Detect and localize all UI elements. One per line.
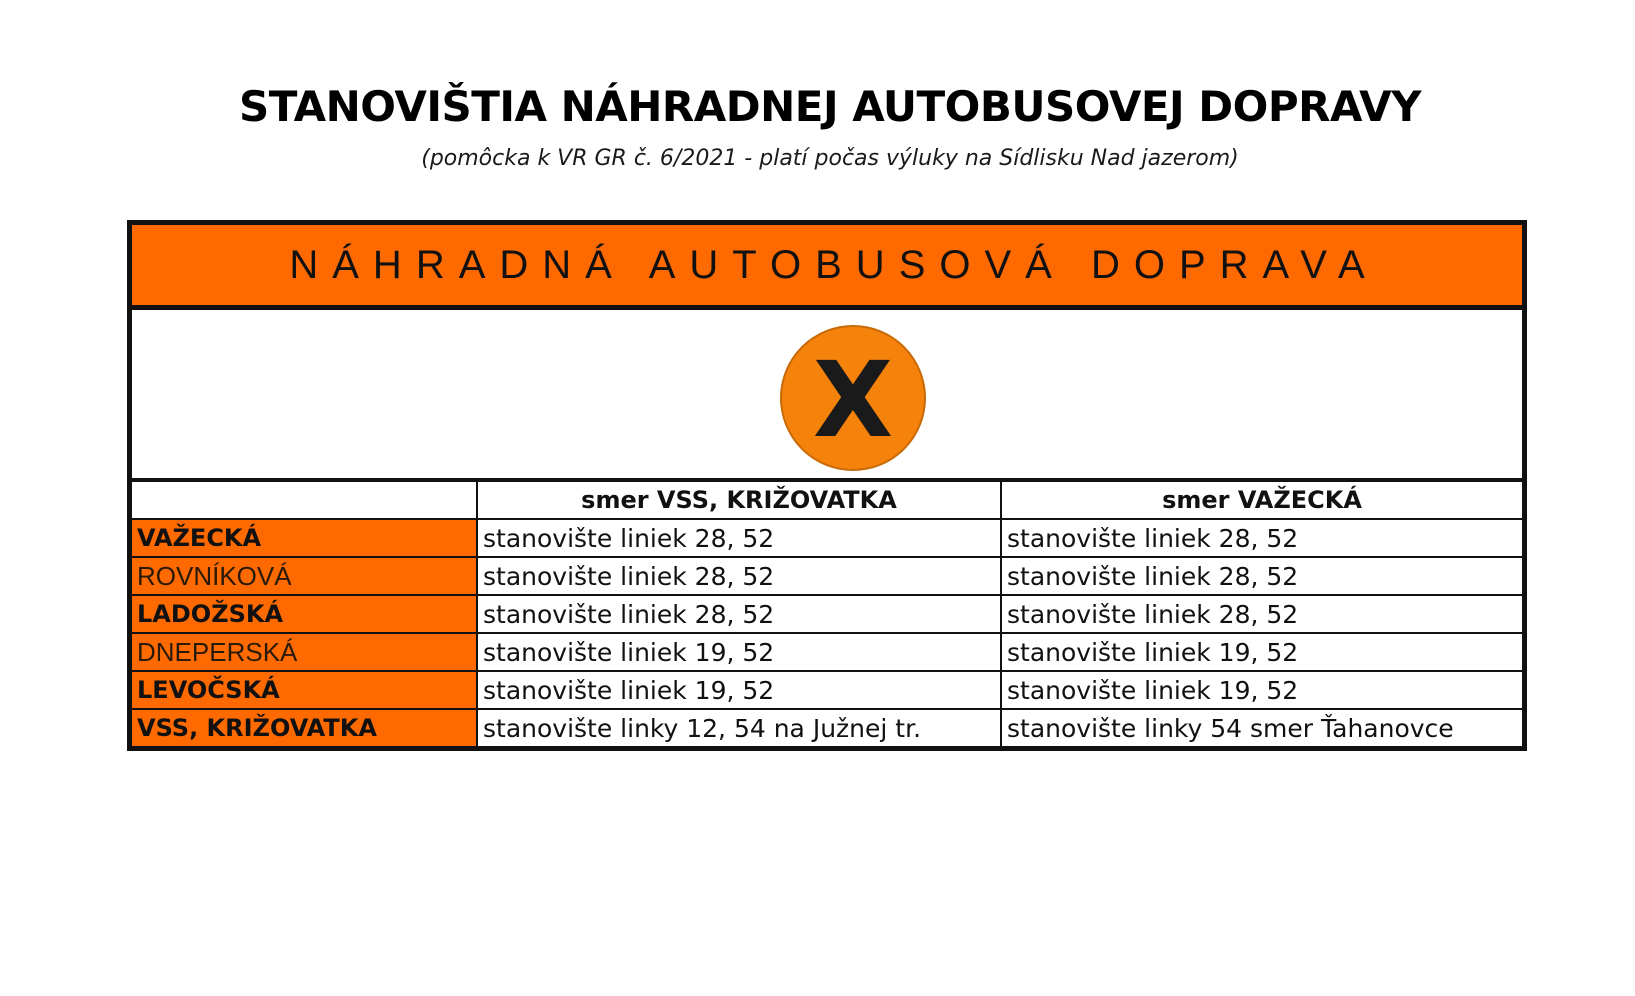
stop-direction-1: stanovište liniek 28, 52 xyxy=(477,595,1001,633)
table-header-row xyxy=(132,482,1522,519)
stop-name: VSS, KRIŽOVATKA xyxy=(132,709,477,746)
table-row xyxy=(132,595,1522,633)
stop-name: LADOŽSKÁ xyxy=(132,595,477,633)
table-row xyxy=(132,557,1522,595)
stop-direction-2: stanovište liniek 19, 52 xyxy=(1001,671,1522,709)
route-badge xyxy=(780,325,926,471)
header-direction-vazecka: smer VAŽECKÁ xyxy=(1001,482,1522,519)
stop-direction-1: stanovište liniek 19, 52 xyxy=(477,633,1001,671)
route-badge-label: X xyxy=(812,339,894,461)
board-banner: NÁHRADNÁ AUTOBUSOVÁ DOPRAVA xyxy=(132,225,1522,310)
header-direction-vss: smer VSS, KRIŽOVATKA xyxy=(477,482,1001,519)
stop-name: ROVNÍKOVÁ xyxy=(132,557,477,595)
replacement-bus-board xyxy=(127,220,1527,751)
stop-direction-2: stanovište liniek 19, 52 xyxy=(1001,633,1522,671)
stop-name: LEVOČSKÁ xyxy=(132,671,477,709)
table-row xyxy=(132,633,1522,671)
stop-direction-1: stanovište liniek 28, 52 xyxy=(477,519,1001,557)
stops-table xyxy=(132,482,1522,746)
header-stop xyxy=(132,482,477,519)
table-row xyxy=(132,671,1522,709)
stop-name: VAŽECKÁ xyxy=(132,519,477,557)
stop-direction-2: stanovište liniek 28, 52 xyxy=(1001,595,1522,633)
page-subtitle: (pomôcka k VR GR č. 6/2021 - platí počas výluky na Sídlisku Nad jazerom) xyxy=(421,146,1239,171)
page-title: STANOVIŠTIA NÁHRADNEJ AUTOBUSOVEJ DOPRAVY xyxy=(238,82,1422,131)
table-row xyxy=(132,709,1522,746)
stop-direction-2: stanovište liniek 28, 52 xyxy=(1001,557,1522,595)
stop-name: DNEPERSKÁ xyxy=(132,633,477,671)
stop-direction-1: stanovište liniek 28, 52 xyxy=(477,557,1001,595)
stop-direction-2: stanovište liniek 28, 52 xyxy=(1001,519,1522,557)
stop-direction-1: stanovište liniek 19, 52 xyxy=(477,671,1001,709)
stop-direction-2: stanovište linky 54 smer Ťahanovce xyxy=(1001,709,1522,746)
stop-direction-1: stanovište linky 12, 54 na Južnej tr. xyxy=(477,709,1001,746)
route-logo-area xyxy=(132,310,1522,482)
table-row xyxy=(132,519,1522,557)
